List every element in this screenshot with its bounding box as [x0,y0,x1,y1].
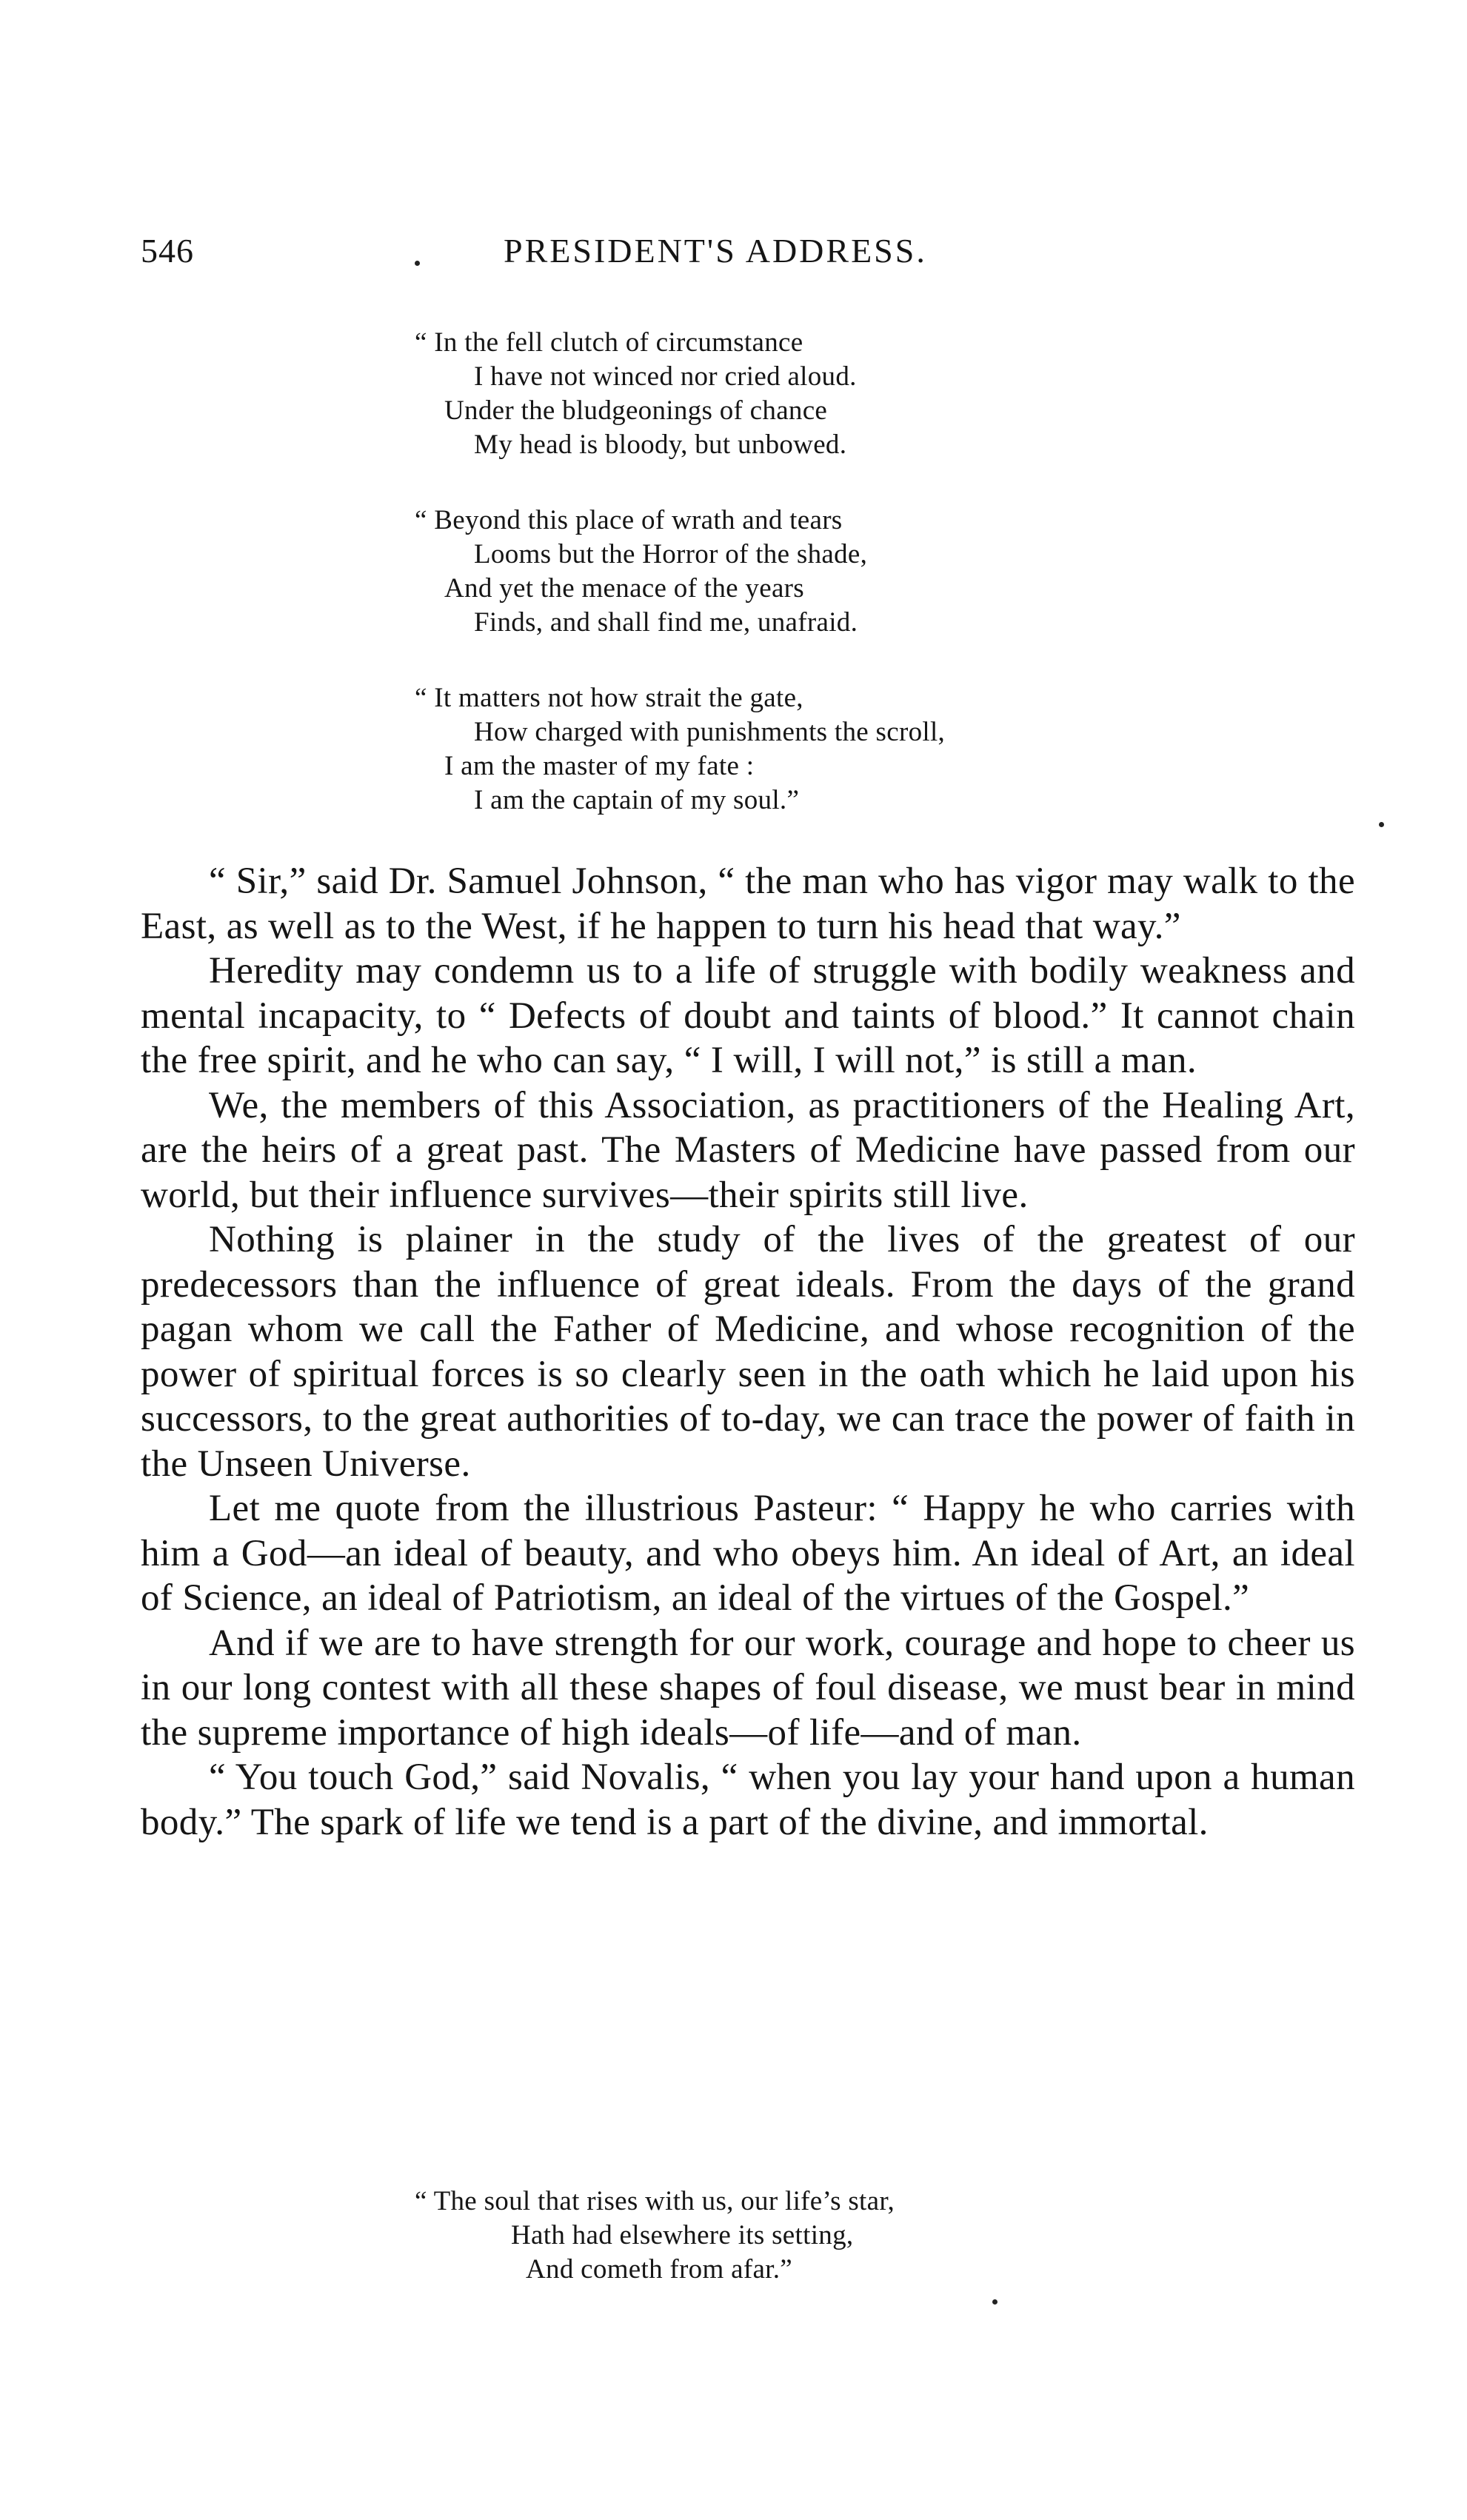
paragraph-strength: And if we are to have strength for our work, courage and hope to cheer us in our long contest with all these shapes of foul disease, we must bear in mind the supreme importance of high ideals—of life—and of man. [141,1622,1355,1754]
stray-mark [415,261,420,266]
poem-stanza-1 [415,326,1229,462]
closing-verse [415,2185,1229,2287]
poem-line: Under the bludgeonings of chance [444,395,828,426]
poem-line: My head is bloody, but unbowed. [474,430,847,460]
poem-line: I am the master of my fate : [444,751,755,781]
paragraph-pasteur: Let me quote from the illustrious Pasteur: “ Happy he who carries with him a God—an ideal of beauty, and who obeys him. An ideal of Art, an ideal of Science, an ideal of Patriotism, an ideal of the virtues of the Gospel.” [141,1488,1355,1619]
prose-body [141,859,1355,1845]
poem-line: And yet the menace of the years [444,573,804,604]
running-head: PRESIDENT'S ADDRESS. [504,232,927,270]
poem-stanza-2 [415,504,1229,640]
poem-line: “ It matters not how strait the gate, [415,683,803,713]
poem-line: Hath had elsewhere its setting, [511,2220,854,2250]
paragraph-novalis: “ You touch God,” said Novalis, “ when you lay your hand upon a human body.” The spark of life we tend is a part of the divine, and immortal. [141,1757,1355,1843]
poem-line: I am the captain of my soul.” [474,785,800,815]
poem-line: “ Beyond this place of wrath and tears [415,505,843,535]
paragraph-ideals: Nothing is plainer in the study of the lives of the greatest of our predecessors than the influence of great ideals. From the days of the grand pagan whom we call the Father of Medicine, and whose recognition of the power of spiritual forces is so clearly seen in the oath which he laid upon his successors, to the great authorities of to-day, we can trace the power of faith in the Unseen Universe. [141,1219,1355,1485]
poem-line: “ In the fell clutch of circumstance [415,327,803,358]
poem-line: “ The soul that rises with us, our life’s star, [415,2186,895,2216]
paragraph-heredity: Heredity may condemn us to a life of struggle with bodily weakness and mental incapacity, to “ Defects of doubt and taints of blood.” It cannot chain the free spirit, and he who can say, “ I will, I will not,” is still a man. [141,950,1355,1081]
stray-mark [992,2299,998,2305]
stray-mark [1379,822,1384,827]
poem-line: I have not winced nor cried aloud. [474,361,857,392]
poem-line: And cometh from afar.” [526,2254,793,2285]
poem-stanza-3 [415,681,1229,818]
poem-line: Finds, and shall find me, unafraid. [474,607,858,638]
page-number: 546 [141,232,194,270]
paragraph-johnson: “ Sir,” said Dr. Samuel Johnson, “ the man who has vigor may walk to the East, as well as to the West, if he happen to turn his head that way.” [141,860,1355,947]
poem-line: Looms but the Horror of the shade, [474,539,868,569]
paragraph-association: We, the members of this Association, as practitioners of the Healing Art, are the heirs of a great past. The Masters of Medicine have passed from our world, but their influence survives—their spirits still live. [141,1084,1355,1216]
poem-line: How charged with punishments the scroll, [474,717,946,747]
page-header [141,231,1355,290]
